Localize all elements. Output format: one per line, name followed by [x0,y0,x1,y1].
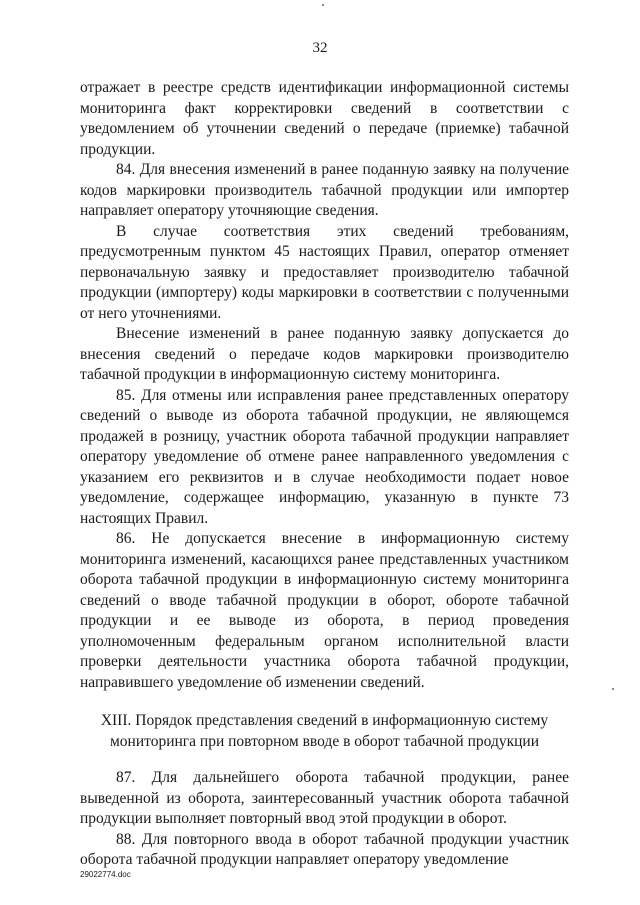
paragraph-84-case: В случае соответствия этих сведений требованиям, предусмотренным пунктом 45 настоящих Правил, оператор отменяет первоначальную заявку и предоставляет производителю табачной продукции (импортеру) коды маркировки в соответствии с полученными от него уточнениями. [80,222,569,322]
document-body [80,78,569,871]
scan-mark-right [612,688,614,690]
scan-mark-top [322,4,324,6]
paragraph-84: 84. Для внесения изменений в ранее поданную заявку на получение кодов маркировки производитель табачной продукции или импортер направляет оператору уточняющие сведения. [80,161,569,219]
page-number: 32 [312,40,328,56]
paragraph-87: 87. Для дальнейшего оборота табачной продукции, ранее выведенной из оборота, заинтересованный участник оборота табачной продукции выполняет повторный ввод этой продукции в оборот. [80,769,569,827]
paragraph-88: 88. Для повторного ввода в оборот табачной продукции участник оборота табачной продукции направляет оператору уведомление [80,830,569,868]
paragraph-continuation: отражает в реестре средств идентификации информационной системы мониторинга факт корректировки сведений в соответствии с уведомлением об уточнении сведений о передаче (приемке) табачной продукции. [80,79,569,158]
section-heading: XIII. Порядок представления сведений в информационную систему мониторинга при повторном вводе в оборот табачной продукции [100,712,549,750]
paragraph-86: 86. Не допускается внесение в информационную систему мониторинга изменений, касающихся ранее представленных участником оборота табачной продукции в информационную систему мониторинга сведений о вводе табачной продукции в оборот, обороте табачной продукции и ее выводе из оборота, в период проведения уполномоченным федеральным органом исполнительной власти проверки деятельности участника оборота табачной продукции, направившего уведомление об изменении сведений. [80,530,569,691]
footer-document-code: 29022774.doc [80,870,131,879]
paragraph-85: 85. Для отмены или исправления ранее представленных оператору сведений о выводе из оборота табачной продукции, не являющемся продажей в розницу, участник оборота табачной продукции направляет оператору уведомление об отмене ранее направленного уведомления с указанием его реквизитов и в случае необходимости подает новое уведомление, содержащее информацию, указанную в пункте 73 настоящих Правил. [80,386,569,527]
paragraph-84-limit: Внесение изменений в ранее поданную заявку допускается до внесения сведений о передаче кодов маркировки производителю табачной продукции в информационную систему мониторинга. [80,325,569,383]
